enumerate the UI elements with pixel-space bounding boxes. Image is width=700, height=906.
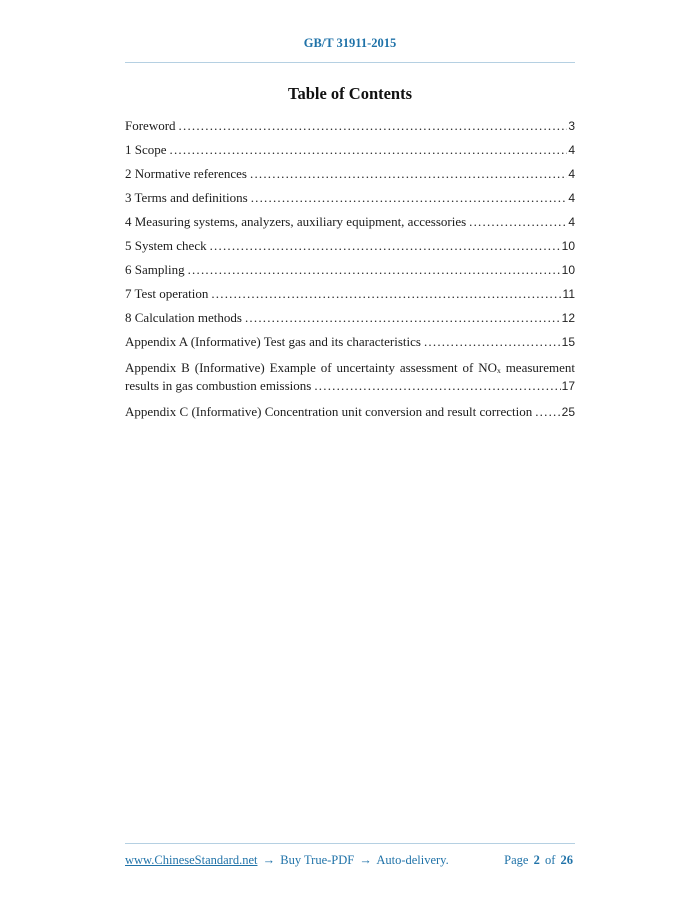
toc-leader-dots: [245, 311, 561, 324]
toc-entry: [125, 239, 575, 253]
toc-entry: [125, 263, 575, 277]
arrow-right-icon: →: [359, 853, 372, 867]
toc-entry: [125, 119, 575, 133]
toc-entry-label: results in gas combustion emissions: [125, 378, 312, 393]
footer-delivery-text: Auto-delivery.: [376, 853, 449, 867]
toc-entry-label: 6 Sampling: [125, 262, 185, 277]
toc-entry-label: Appendix B (Informative) Example of uncertainty assessment of NOₓ measurement: [125, 360, 575, 375]
page-total-number: 26: [560, 853, 573, 867]
toc-entry: [125, 143, 575, 157]
toc-entry-label: 7 Test operation: [125, 286, 209, 301]
toc-page-number: 4: [568, 167, 575, 181]
page-indicator: [504, 853, 575, 868]
toc-entry-label: Foreword: [125, 118, 176, 133]
toc-entry-label: 4 Measuring systems, analyzers, auxiliary equipment, accessories: [125, 214, 467, 229]
header-divider: [125, 62, 575, 63]
arrow-right-icon: →: [262, 853, 276, 867]
toc-page-number: 4: [568, 215, 575, 229]
page-footer: [125, 843, 575, 868]
toc-entry: [125, 335, 575, 349]
toc-entry-label: Appendix A (Informative) Test gas and its characteristics: [125, 334, 421, 349]
footer-promo: [125, 853, 449, 868]
toc-leader-dots: [210, 239, 561, 252]
doc-number: GB/T 31911-2015: [303, 36, 397, 50]
toc-page-number: 3: [568, 119, 575, 133]
toc-page-number: 15: [561, 335, 575, 349]
toc-page-number: 4: [568, 143, 575, 157]
toc-page-number: 11: [562, 287, 575, 301]
toc-entry: [125, 287, 575, 301]
toc-leader-dots: [469, 215, 567, 228]
page-current-number: 2: [533, 853, 540, 867]
footer-divider: [125, 843, 575, 844]
footer-buy-text: Buy True-PDF: [280, 853, 355, 867]
toc-entry: [125, 359, 575, 395]
toc-entry-label: Appendix C (Informative) Concentration unit conversion and result correction: [125, 404, 533, 419]
toc-list: [125, 119, 575, 419]
toc-entry: [125, 311, 575, 325]
toc-leader-dots: [188, 263, 561, 276]
toc-page-number: 25: [561, 405, 575, 419]
toc-entry: [125, 191, 575, 205]
toc-page-number: 10: [561, 239, 575, 253]
toc-page-number: 17: [561, 379, 575, 393]
toc-entry: [125, 405, 575, 419]
toc-entry-label: 2 Normative references: [125, 166, 247, 181]
page-title: Table of Contents: [287, 84, 413, 103]
toc-page-number: 10: [561, 263, 575, 277]
toc-page-number: 4: [568, 191, 575, 205]
footer-link[interactable]: www.ChineseStandard.net: [125, 853, 258, 867]
toc-leader-dots: [424, 335, 561, 348]
toc-page-number: 12: [561, 311, 575, 325]
toc-leader-dots: [251, 191, 568, 204]
toc-leader-dots: [179, 119, 568, 132]
of-label: of: [544, 853, 556, 867]
toc-leader-dots: [314, 377, 560, 395]
toc-leader-dots: [250, 167, 567, 180]
toc-leader-dots: [535, 405, 560, 418]
toc-leader-dots: [170, 143, 568, 156]
toc-entry-label: 8 Calculation methods: [125, 310, 242, 325]
toc-leader-dots: [211, 287, 561, 300]
toc-entry-label: 3 Terms and definitions: [125, 190, 248, 205]
toc-entry: [125, 167, 575, 181]
toc-entry-label: 5 System check: [125, 238, 207, 253]
toc-entry: [125, 215, 575, 229]
toc-entry-label: 1 Scope: [125, 142, 167, 157]
page-label: Page: [504, 853, 529, 867]
